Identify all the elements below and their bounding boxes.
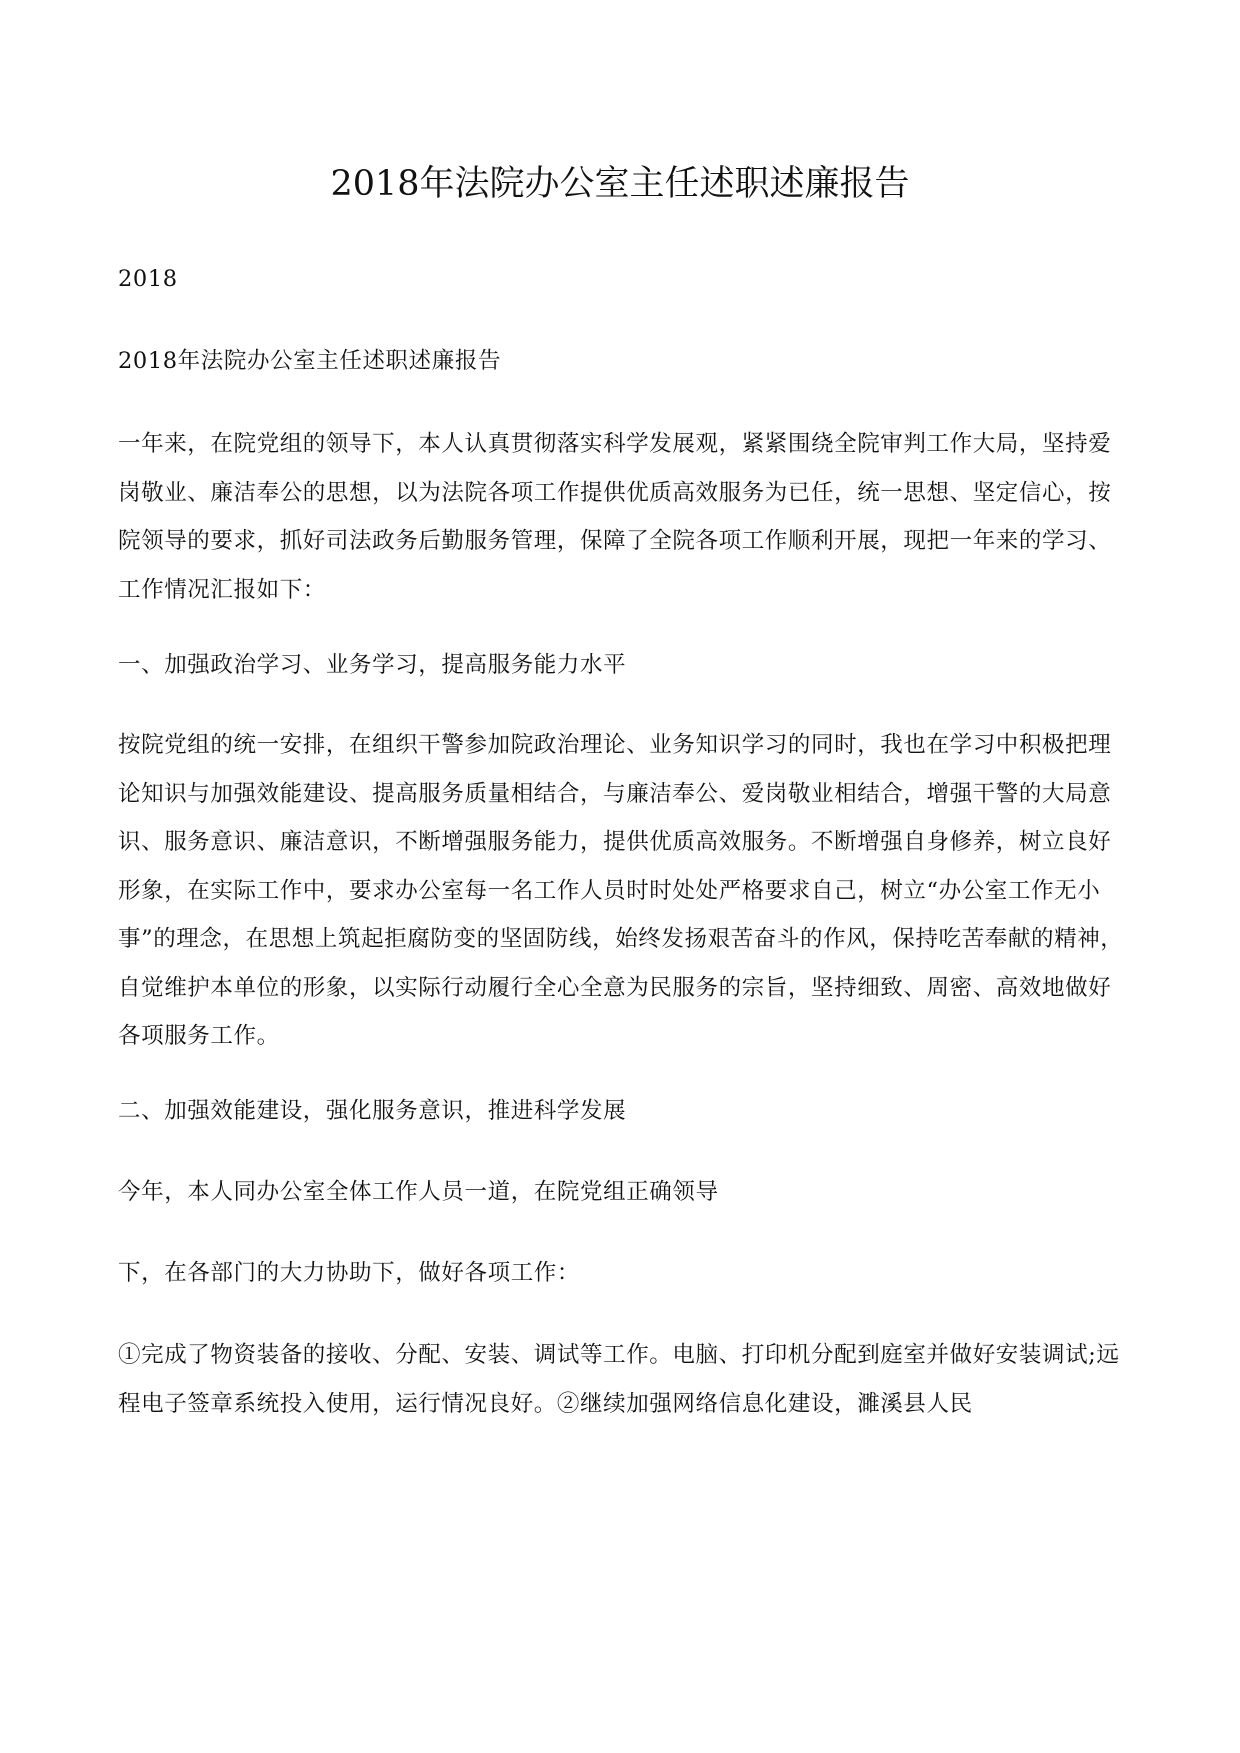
section1-paragraph: 按院党组的统一安排，在组织干警参加院政治理论、业务知识学习的同时，我也在学习中积极把理论知识与加强效能建设、提高服务质量相结合，与廉洁奉公、爱岗敬业相结合，增强干警的大局意识、服务意识、廉洁意识，不断增强服务能力，提供优质高效服务。不断增强自身修养，树立良好形象，在实际工作中，要求办公室每一名工作人员时时处处严格要求自己，树立“办公室工作无小事”的理念，在思想上筑起拒腐防变的坚固防线，始终发扬艰苦奋斗的作风，保持吃苦奉献的精神，自觉维护本单位的形象，以实际行动履行全心全意为民服务的宗旨，坚持细致、周密、高效地做好各项服务工作。 <box>118 732 1124 1049</box>
section2-items-paragraph: ①完成了物资装备的接收、分配、安装、调试等工作。电脑、打印机分配到庭室并做好安装调试;远程电子签章系统投入使用，运行情况良好。②继续加强网络信息化建设，濉溪县人民 <box>118 1342 1120 1417</box>
section2-line-1: 今年，本人同办公室全体工作人员一道，在院党组正确领导 <box>118 1179 719 1205</box>
document-title: 2018年法院办公室主任述职述廉报告 <box>330 164 910 204</box>
year-line: 2018 <box>118 266 178 292</box>
intro-paragraph: 一年来，在院党组的领导下，本人认真贯彻落实科学发展观，紧紧围绕全院审判工作大局，坚持爱岗敬业、廉洁奉公的思想，以为法院各项工作提供优质高效服务为已任，统一思想、坚定信心，按院领导的要求，抓好司法政务后勤服务管理，保障了全院各项工作顺利开展，现把一年来的学习、工作情况汇报如下： <box>118 431 1112 603</box>
section2-line-2: 下，在各部门的大力协助下，做好各项工作： <box>118 1260 581 1286</box>
section2-heading: 二、加强效能建设，强化服务意识，推进科学发展 <box>118 1098 627 1124</box>
subtitle-line: 2018年法院办公室主任述职述廉报告 <box>118 348 502 374</box>
section1-heading: 一、加强政治学习、业务学习，提高服务能力水平 <box>118 652 627 678</box>
